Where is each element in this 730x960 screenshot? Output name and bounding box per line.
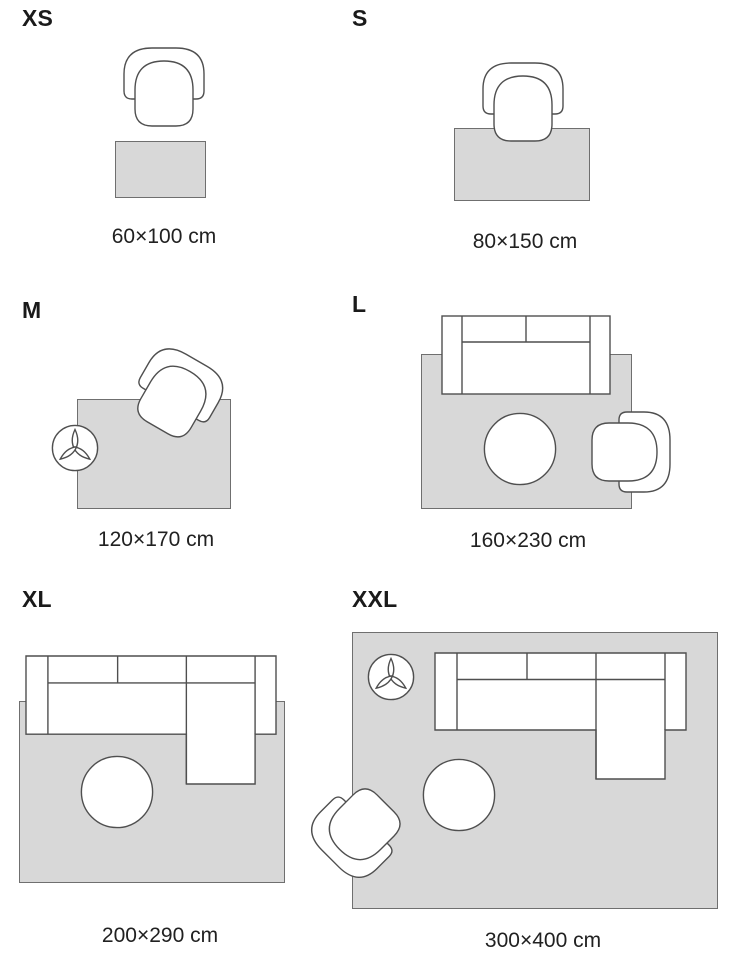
dimensions-xl: 200×290 cm (101, 924, 219, 947)
dimensions-xxl: 300×400 cm (484, 929, 602, 952)
dimensions-s: 80×150 cm (472, 230, 578, 253)
size-label-l: L (352, 291, 367, 317)
plant-icon (367, 653, 415, 701)
size-label-s: S (352, 5, 368, 31)
size-label-xxl: XXL (352, 586, 398, 612)
dimensions-xs: 60×100 cm (111, 225, 217, 248)
coffee-table-icon (422, 758, 496, 832)
size-label-m: M (22, 297, 42, 323)
dimensions-l: 160×230 cm (469, 529, 587, 552)
size-label-xl: XL (22, 586, 52, 612)
dimensions-m: 120×170 cm (97, 528, 215, 551)
size-label-xs: XS (22, 5, 54, 31)
